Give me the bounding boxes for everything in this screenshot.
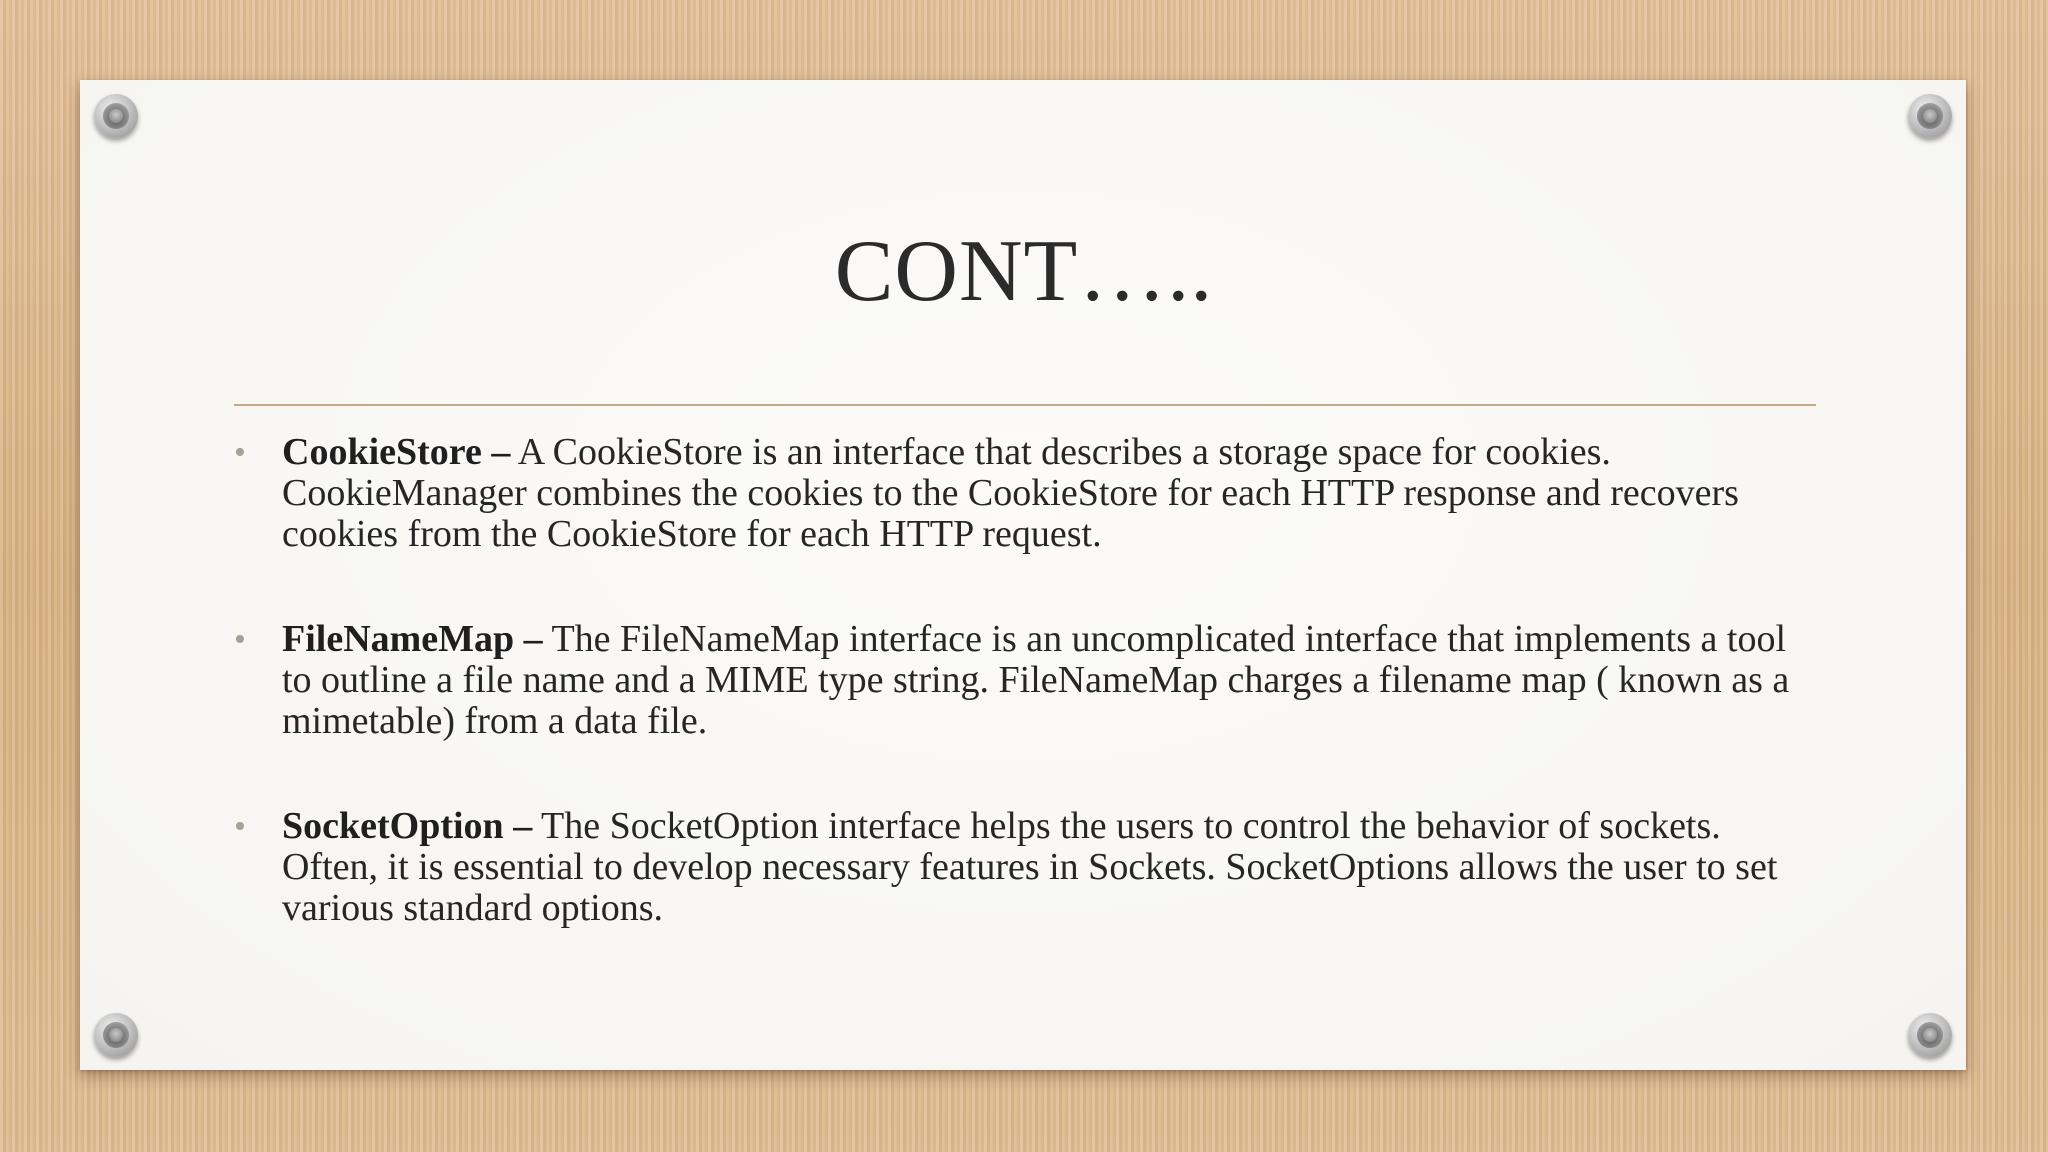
bullet-icon: • [234, 808, 246, 845]
bullet-item-cookiestore [234, 432, 1814, 555]
grommet-bottom-right-icon [1908, 1013, 1952, 1057]
bullet-term: SocketOption – [282, 805, 533, 847]
grommet-top-right-icon [1908, 94, 1952, 138]
bullet-item-filenamemap [234, 619, 1814, 742]
bullet-term: CookieStore – [282, 431, 511, 473]
bullet-text: The SocketOption interface helps the users to control the behavior of sockets. Often, it is essential to develop necessary features in Sockets. SocketOptions allows the user to set various standard options. [282, 805, 1778, 929]
bullet-text: The FileNameMap interface is an uncomplicated interface that implements a tool to outline a file name and a MIME type string. FileNameMap charges a filename map ( known as a mimetable) from a data file. [282, 618, 1790, 742]
bullet-icon: • [234, 621, 246, 658]
grommet-top-left-icon [94, 94, 138, 138]
slide-title: CONT….. [834, 223, 1214, 320]
bullet-text: A CookieStore is an interface that describes a storage space for cookies. CookieManager combines the cookies to the CookieStore for each HTTP response and recovers cookies from the CookieStore for each HTTP request. [282, 431, 1739, 555]
bullet-term: FileNameMap – [282, 618, 543, 660]
grommet-bottom-left-icon [94, 1013, 138, 1057]
bullet-item-socketoption [234, 806, 1814, 929]
title-divider [234, 404, 1816, 406]
bullet-list [234, 432, 1814, 993]
bullet-icon: • [234, 434, 246, 471]
